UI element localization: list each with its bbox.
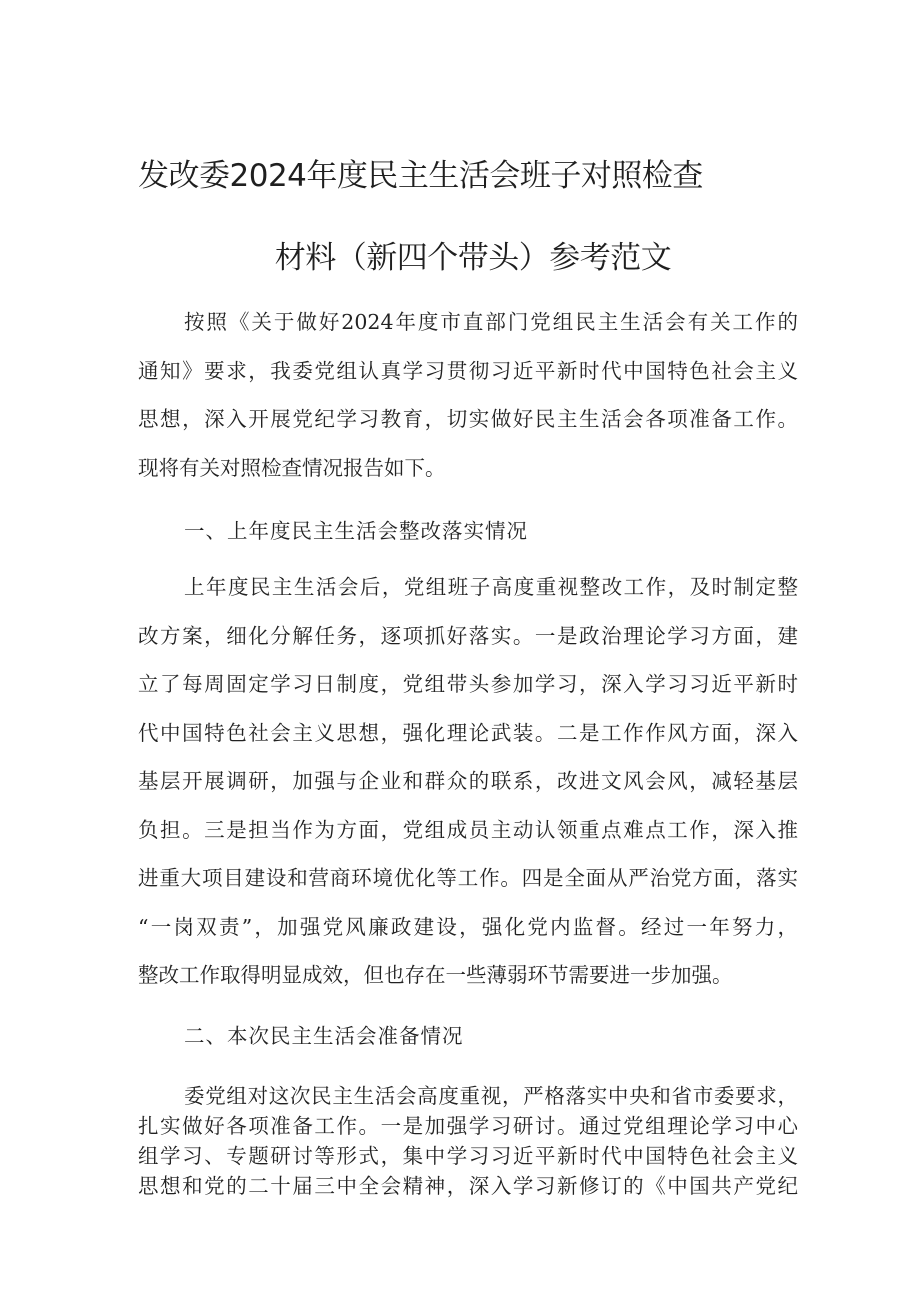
intro-line: 思想，深入开展党纪学习教育，切实做好民主生活会各项准备工作。 [138,407,798,431]
section-1-line: 上年度民主生活会后，党组班子高度重视整改工作，及时制定整 [184,575,798,599]
section-2-paragraph [138,1081,798,1201]
section-1-line: 改方案，细化分解任务，逐项抓好落实。一是政治理论学习方面，建 [138,623,798,648]
section-1-line: 整改工作取得明显成效，但也存在一些薄弱环节需要进一步加强。 [138,963,733,987]
intro-line: 现将有关对照检查情况报告如下。 [138,455,446,480]
section-2-line: 委党组对这次民主生活会高度重视，严格落实中央和省市委要求， [184,1084,798,1108]
section-1-line: 进重大项目建设和营商环境优化等工作。四是全面从严治党方面，落实 [138,866,798,890]
section-1-paragraph [138,563,798,1000]
document-title-line-2-wrapper [0,232,920,277]
section-2-line: 扎实做好各项准备工作。一是加强学习研讨。通过党组理论学习中心 [138,1114,798,1138]
section-1-line: 基层开展调研，加强与企业和群众的联系，改进文风会风，减轻基层 [138,769,798,793]
document-title-line-1: 发改委2024年度民主生活会班子对照检查 [138,158,703,194]
intro-line: 按照《关于做好2024年度市直部门党组民主生活会有关工作的 [184,310,798,334]
section-1-line: 立了每周固定学习日制度，党组带头参加学习，深入学习习近平新时 [138,672,798,696]
section-1-line: 负担。三是担当作为方面，党组成员主动认领重点难点工作，深入推 [138,817,798,842]
section-2-heading: 二、本次民主生活会准备情况 [184,1024,464,1048]
intro-paragraph [138,298,798,492]
intro-line: 通知》要求，我委党组认真学习贯彻习近平新时代中国特色社会主义 [138,358,798,383]
section-2-line: 思想和党的二十届三中全会精神，深入学习新修订的《中国共产党纪 [138,1174,798,1198]
section-1-heading: 一、上年度民主生活会整改落实情况 [184,519,528,543]
section-1-line: 代中国特色社会主义思想，强化理论武装。二是工作作风方面，深入 [138,720,798,745]
section-1-line: “一岗双责”，加强党风廉政建设，强化党内监督。经过一年努力， [138,914,798,939]
section-2-line: 组学习、专题研讨等形式，集中学习习近平新时代中国特色社会主义 [138,1144,798,1168]
document-title-line-2: 材料（新四个带头）参考范文 [274,240,672,276]
